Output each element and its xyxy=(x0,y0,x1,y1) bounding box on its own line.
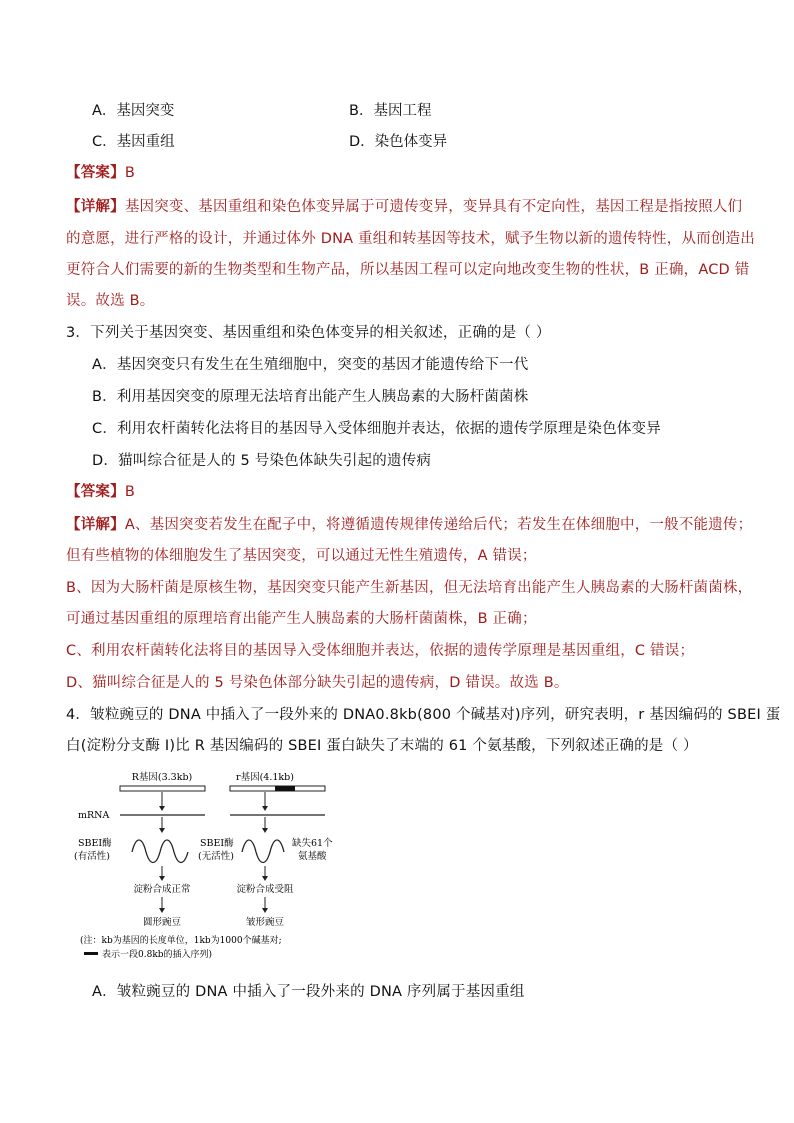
q3-option-c: C．利用农杆菌转化法将目的基因导入受体细胞并表达，依据的遗传学原理是染色体变异 xyxy=(92,421,661,437)
right-protein-wave xyxy=(242,840,284,863)
q2-option-b: B．基因工程 xyxy=(349,103,432,119)
q2-detail-line-4: 误。故选 B。 xyxy=(66,293,155,309)
q3-detail-line-3: B、因为大肠杆菌是原核生物，基因突变只能产生新基因，但无法培育出能产生人胰岛素的大肠杆菌菌株， xyxy=(66,580,753,596)
insertion-sequence xyxy=(275,786,295,791)
insertion-legend-mark xyxy=(84,952,98,955)
right-result: 淀粉合成受阻 xyxy=(236,884,294,895)
q4-stem-line-1: 4．皱粒豌豆的 DNA 中插入了一段外来的 DNA0.8kb(800 个碱基对)序列，研究表明，r 基因编码的 SBEI 蛋 xyxy=(66,707,781,723)
answer-tag: 【答案】 xyxy=(66,165,125,181)
q3-detail-line-1: 【详解】A、基因突变若发生在配子中，将遵循遗传规律传递给后代；若发生在体细胞中，一般不能遗传； xyxy=(66,517,753,533)
missing-label-2: 氨基酸 xyxy=(298,851,327,862)
q2-option-d: D．染色体变异 xyxy=(349,134,448,150)
detail-tag: 【详解】 xyxy=(66,199,125,215)
gene-expression-figure xyxy=(70,766,360,966)
answer-value: B xyxy=(124,484,135,500)
q4-option-a: A．皱粒豌豆的 DNA 中插入了一段外来的 DNA 序列属于基因重组 xyxy=(92,984,525,1000)
left-enzyme-state: (有活性) xyxy=(74,851,110,862)
q2-option-c: C．基因重组 xyxy=(92,134,175,150)
q3-detail-line-2: 但有些植物的体细胞发生了基因突变，可以通过无性生殖遗传，A 错误； xyxy=(66,548,537,564)
q2-answer xyxy=(66,163,135,183)
answer-value: B xyxy=(124,165,135,181)
left-pea: 圆形豌豆 xyxy=(142,917,182,928)
q3-detail-line-6: D、猫叫综合征是人的 5 号染色体部分缺失引起的遗传病，D 错误。故选 B。 xyxy=(66,675,569,691)
q3-option-d: D．猫叫综合征是人的 5 号染色体缺失引起的遗传病 xyxy=(92,453,432,469)
missing-label-1: 缺失61个 xyxy=(292,838,333,849)
left-gene-bar xyxy=(120,786,205,791)
q2-detail-line-1: 【详解】基因突变、基因重组和染色体变异属于可遗传变异，变异具有不定向性，基因工程是指按照人们 xyxy=(66,199,743,215)
figure-note-2: 表示一段0.8kb的插入序列) xyxy=(102,950,213,960)
q3-option-b: B．利用基因突变的原理无法培育出能产生人胰岛素的大肠杆菌菌株 xyxy=(92,389,529,405)
q3-option-a: A．基因突变只有发生在生殖细胞中，突变的基因才能遗传给下一代 xyxy=(92,357,529,373)
mrna-label: mRNA xyxy=(78,810,110,821)
q3-detail-line-5: C、利用农杆菌转化法将目的基因导入受体细胞并表达，依据的遗传学原理是基因重组，C 错误； xyxy=(66,643,695,659)
right-enzyme-state: (无活性) xyxy=(198,851,234,862)
q4-stem-line-2: 白(淀粉分支酶 I)比 R 基因编码的 SBEI 蛋白缺失了末端的 61 个氨基酸，下列叙述正确的是（ ） xyxy=(66,738,698,754)
q3-stem: 3．下列关于基因突变、基因重组和染色体变异的相关叙述，正确的是（ ） xyxy=(66,325,551,341)
figure-note-1: (注：kb为基因的长度单位，1kb为1000个碱基对; xyxy=(80,936,282,946)
left-gene-label: R基因(3.3kb) xyxy=(131,772,193,783)
q2-detail-line-2: 的意愿，进行严格的设计，并通过体外 DNA 重组和转基因等技术，赋予生物以新的遗传特性，从而创造出 xyxy=(66,231,755,247)
left-protein-wave xyxy=(132,840,188,863)
q3-answer xyxy=(66,482,135,502)
detail-tag: 【详解】 xyxy=(66,517,125,533)
answer-tag: 【答案】 xyxy=(66,484,125,500)
q3-detail-line-4: 可通过基因重组的原理培育出能产生人胰岛素的大肠杆菌菌株，B 正确； xyxy=(66,611,537,627)
right-pea: 皱形豌豆 xyxy=(245,917,285,928)
left-result: 淀粉合成正常 xyxy=(133,884,191,895)
q2-option-a: A．基因突变 xyxy=(92,103,175,119)
right-gene-label: r基因(4.1kb) xyxy=(236,772,294,783)
right-enzyme-label: SBEI酶 xyxy=(200,838,234,849)
left-enzyme-label: SBEI酶 xyxy=(78,838,112,849)
q2-detail-line-3: 更符合人们需要的新的生物类型和生物产品，所以基因工程可以定向地改变生物的性状，B 正确，ACD 错 xyxy=(66,262,750,278)
